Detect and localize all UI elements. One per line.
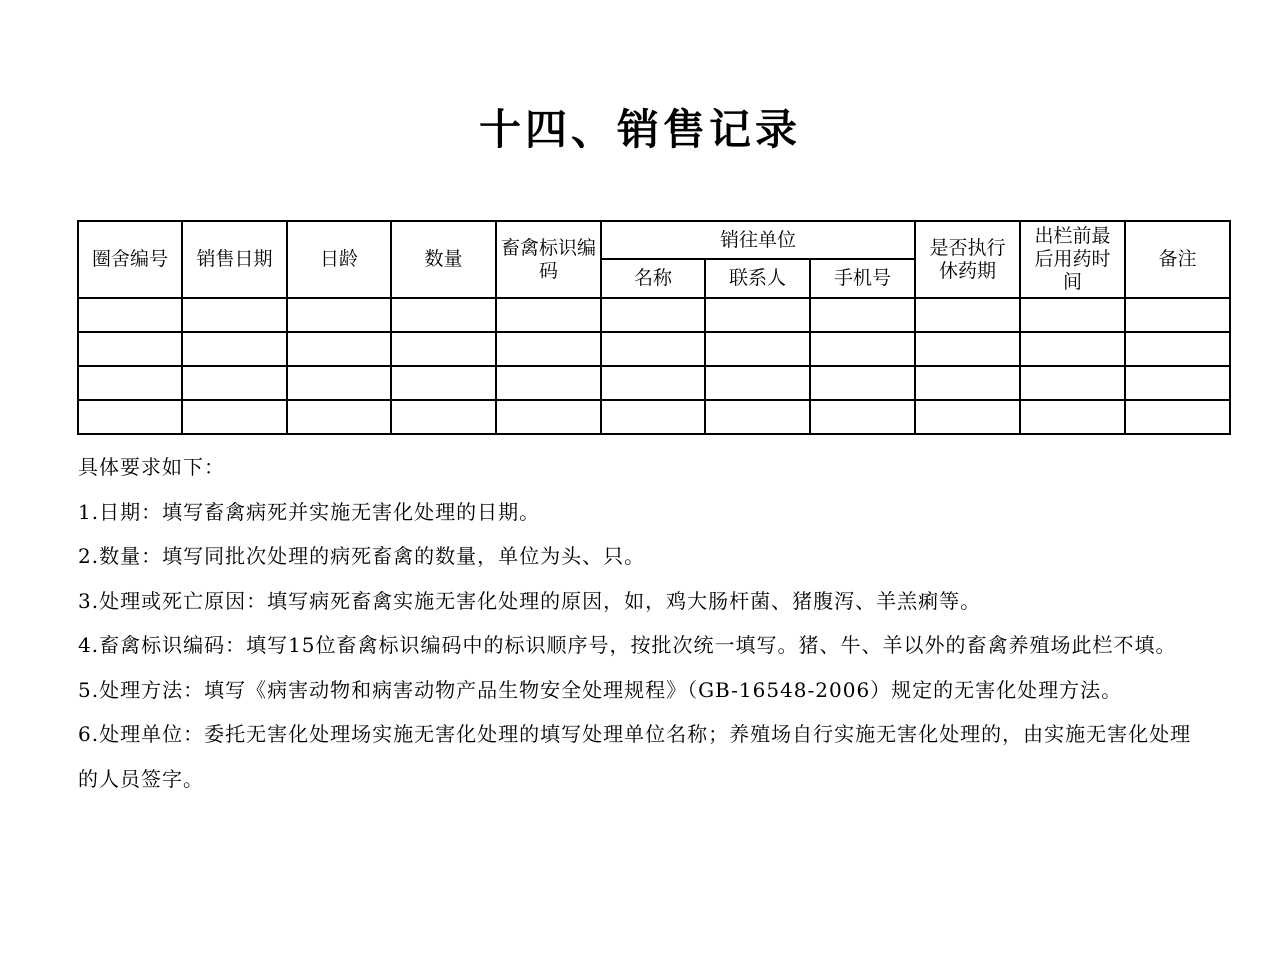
table-cell[interactable]: [391, 366, 496, 400]
table-cell[interactable]: [1125, 400, 1230, 434]
header-last-drug: 出栏前最后用药时间: [1020, 221, 1125, 298]
sales-record-table: [77, 220, 1231, 435]
table-cell[interactable]: [78, 332, 182, 366]
header-remarks: 备注: [1125, 221, 1230, 298]
header-withdrawal: 是否执行休药期: [915, 221, 1020, 298]
table-cell[interactable]: [391, 400, 496, 434]
table-cell[interactable]: [496, 298, 601, 332]
table-cell[interactable]: [391, 332, 496, 366]
header-dest-phone: 手机号: [810, 259, 915, 298]
table-cell[interactable]: [915, 332, 1020, 366]
table-cell[interactable]: [705, 366, 810, 400]
table-cell[interactable]: [1020, 332, 1125, 366]
table-cell[interactable]: [496, 400, 601, 434]
note-item-quantity: 2.数量：填写同批次处理的病死畜禽的数量，单位为头、只。: [78, 544, 646, 568]
note-item-method: 5.处理方法：填写《病害动物和病害动物产品生物安全处理规程》（GB-16548-2006）规定的无害化处理方法。: [78, 677, 1123, 702]
note-item-cause: 3.处理或死亡原因：填写病死畜禽实施无害化处理的原因，如，鸡大肠杆菌、猪腹泻、羊羔痢等。: [78, 588, 982, 613]
table-cell[interactable]: [182, 332, 287, 366]
table-cell[interactable]: [1020, 366, 1125, 400]
header-age: 日龄: [287, 221, 391, 298]
header-destination: 销往单位: [601, 221, 915, 259]
table-cell[interactable]: [1125, 332, 1230, 366]
table-header-row: [78, 221, 1230, 259]
table-cell[interactable]: [601, 366, 705, 400]
table-cell[interactable]: [287, 366, 391, 400]
table-cell[interactable]: [391, 298, 496, 332]
table-cell[interactable]: [496, 332, 601, 366]
table-cell[interactable]: [705, 332, 810, 366]
table-cell[interactable]: [705, 298, 810, 332]
table-cell[interactable]: [705, 400, 810, 434]
table-cell[interactable]: [810, 332, 915, 366]
table-cell[interactable]: [1125, 298, 1230, 332]
table-cell[interactable]: [287, 400, 391, 434]
table-cell[interactable]: [182, 400, 287, 434]
header-sale-date: 销售日期: [182, 221, 287, 298]
table-cell[interactable]: [1020, 400, 1125, 434]
header-quantity: 数量: [391, 221, 496, 298]
table-cell[interactable]: [1125, 366, 1230, 400]
table-cell[interactable]: [915, 366, 1020, 400]
header-tag-code: 畜禽标识编码: [496, 221, 601, 298]
table-cell[interactable]: [182, 298, 287, 332]
table-cell[interactable]: [287, 298, 391, 332]
table-cell[interactable]: [810, 400, 915, 434]
table-cell[interactable]: [182, 366, 287, 400]
header-dest-name: 名称: [601, 259, 705, 298]
table-row: [78, 400, 1230, 434]
table-cell[interactable]: [78, 400, 182, 434]
note-item-unit: 6.处理单位：委托无害化处理场实施无害化处理的填写处理单位名称；养殖场自行实施无害化处理的，由实施无害化处理的人员签字。: [78, 722, 1192, 791]
table-cell[interactable]: [78, 298, 182, 332]
table-row: [78, 298, 1230, 332]
table-cell[interactable]: [915, 400, 1020, 434]
table-cell[interactable]: [287, 332, 391, 366]
table-row: [78, 332, 1230, 366]
table-cell[interactable]: [810, 298, 915, 332]
table-cell[interactable]: [601, 400, 705, 434]
table-cell[interactable]: [496, 366, 601, 400]
requirements-notes: [78, 445, 1208, 801]
table-cell[interactable]: [78, 366, 182, 400]
notes-heading: 具体要求如下：: [78, 455, 225, 479]
table-cell[interactable]: [915, 298, 1020, 332]
header-dest-contact: 联系人: [705, 259, 810, 298]
page-title: 十四、销售记录: [478, 105, 801, 154]
table-row: [78, 366, 1230, 400]
table-cell[interactable]: [1020, 298, 1125, 332]
table-cell[interactable]: [601, 298, 705, 332]
header-pen-no: 圈舍编号: [78, 221, 182, 298]
table-cell[interactable]: [810, 366, 915, 400]
table-cell[interactable]: [601, 332, 705, 366]
note-item-tag-code: 4.畜禽标识编码：填写15位畜禽标识编码中的标识顺序号，按批次统一填写。猪、牛、羊以外的畜禽养殖场此栏不填。: [78, 633, 1177, 657]
note-item-date: 1.日期：填写畜禽病死并实施无害化处理的日期。: [78, 499, 541, 524]
